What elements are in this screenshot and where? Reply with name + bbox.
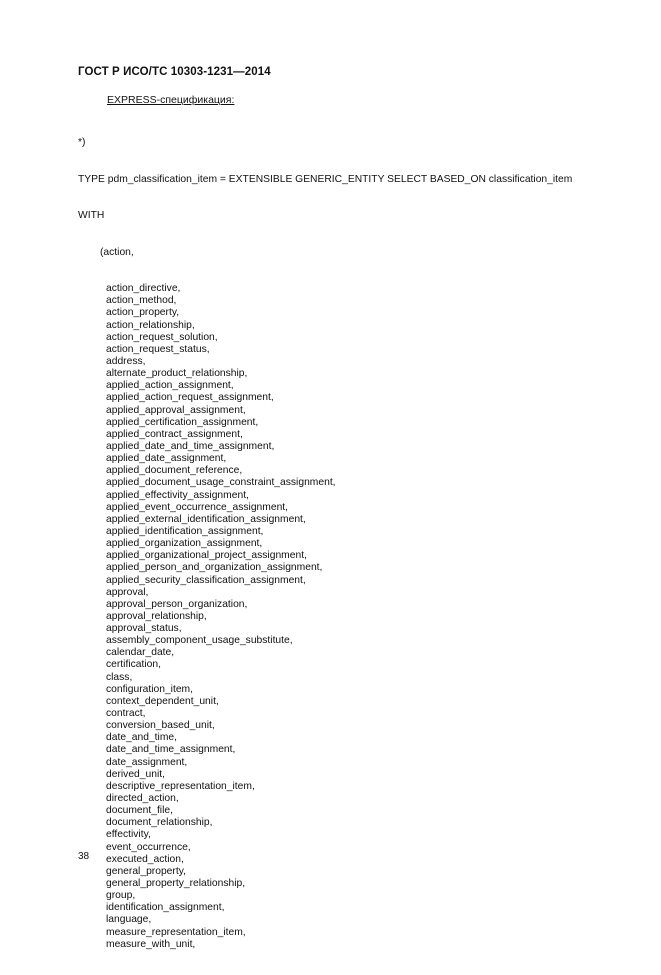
select-item: action_property,: [106, 307, 180, 319]
select-item: applied_effectivity_assignment,: [106, 489, 249, 501]
select-item: applied_certification_assignment,: [106, 416, 259, 428]
select-item: approval,: [106, 586, 149, 598]
select-item: general_property_relationship,: [106, 878, 246, 890]
select-item: identification_assignment,: [106, 902, 225, 914]
select-item: applied_action_assignment,: [106, 380, 234, 392]
select-item: contract,: [106, 708, 146, 720]
first-select-item: (action,: [100, 246, 134, 258]
select-item: effectivity,: [106, 829, 151, 841]
select-item: action_request_solution,: [106, 331, 218, 343]
select-item: document_file,: [106, 805, 173, 817]
select-item: action_request_status,: [106, 343, 210, 355]
select-item: approval_person_organization,: [106, 598, 248, 610]
select-item: general_property,: [106, 865, 186, 877]
page-number: 38: [78, 851, 90, 862]
select-item: directed_action,: [106, 793, 179, 805]
select-item: event_occurrence,: [106, 841, 191, 853]
select-item: conversion_based_unit,: [106, 720, 215, 732]
select-item: context_dependent_unit,: [106, 695, 219, 707]
select-item: language,: [106, 914, 152, 926]
select-item: applied_approval_assignment,: [106, 404, 246, 416]
select-item: applied_person_and_organization_assignment,: [106, 562, 323, 574]
select-item: descriptive_representation_item,: [106, 780, 255, 792]
select-item: applied_organizational_project_assignment,: [106, 550, 307, 562]
select-item: group,: [106, 890, 136, 902]
select-item: applied_event_occurrence_assignment,: [106, 501, 289, 513]
select-item: applied_document_usage_constraint_assignment,: [106, 477, 336, 489]
select-item: assembly_component_usage_substitute,: [106, 635, 293, 647]
select-item: applied_document_reference,: [106, 465, 243, 477]
select-item: applied_contract_assignment,: [106, 428, 243, 440]
select-item: derived_unit,: [106, 768, 165, 780]
with-keyword-line: WITH: [78, 210, 105, 222]
select-item: document_relationship,: [106, 817, 213, 829]
select-item: date_and_time_assignment,: [106, 744, 236, 756]
select-item: configuration_item,: [106, 683, 194, 695]
express-code-block: [78, 113, 572, 975]
select-item: measure_with_unit,: [106, 938, 196, 950]
select-item: applied_date_and_time_assignment,: [106, 440, 275, 452]
select-item: applied_security_classification_assignment,: [106, 574, 306, 586]
select-item: action_relationship,: [106, 319, 195, 331]
select-item: approval_relationship,: [106, 610, 207, 622]
comment-close-line: *): [78, 137, 86, 149]
spec-heading: EXPRESS-спецификация:: [107, 94, 235, 106]
select-item: alternate_product_relationship,: [106, 368, 248, 380]
select-item-list: [78, 283, 572, 951]
select-item: applied_identification_assignment,: [106, 525, 264, 537]
select-item: calendar_date,: [106, 647, 175, 659]
select-item: approval_status,: [106, 623, 182, 635]
select-item: executed_action,: [106, 853, 184, 865]
select-item: applied_date_assignment,: [106, 453, 227, 465]
select-item: applied_external_identification_assignment,: [106, 513, 306, 525]
select-item: class,: [106, 671, 133, 683]
select-item: address,: [106, 355, 146, 367]
select-item: action_method,: [106, 295, 177, 307]
select-item: applied_organization_assignment,: [106, 538, 263, 550]
type-declaration-line: TYPE pdm_classification_item = EXTENSIBLE GENERIC_ENTITY SELECT BASED_ON classification_item: [78, 173, 573, 185]
document-header: ГОСТ Р ИСО/ТС 10303-1231—2014: [78, 66, 271, 78]
select-item: date_and_time,: [106, 732, 177, 744]
select-item: certification,: [106, 659, 161, 671]
select-item: measure_representation_item,: [106, 926, 246, 938]
select-item: date_assignment,: [106, 756, 188, 768]
select-item: action_directive,: [106, 283, 181, 295]
select-item: applied_action_request_assignment,: [106, 392, 274, 404]
